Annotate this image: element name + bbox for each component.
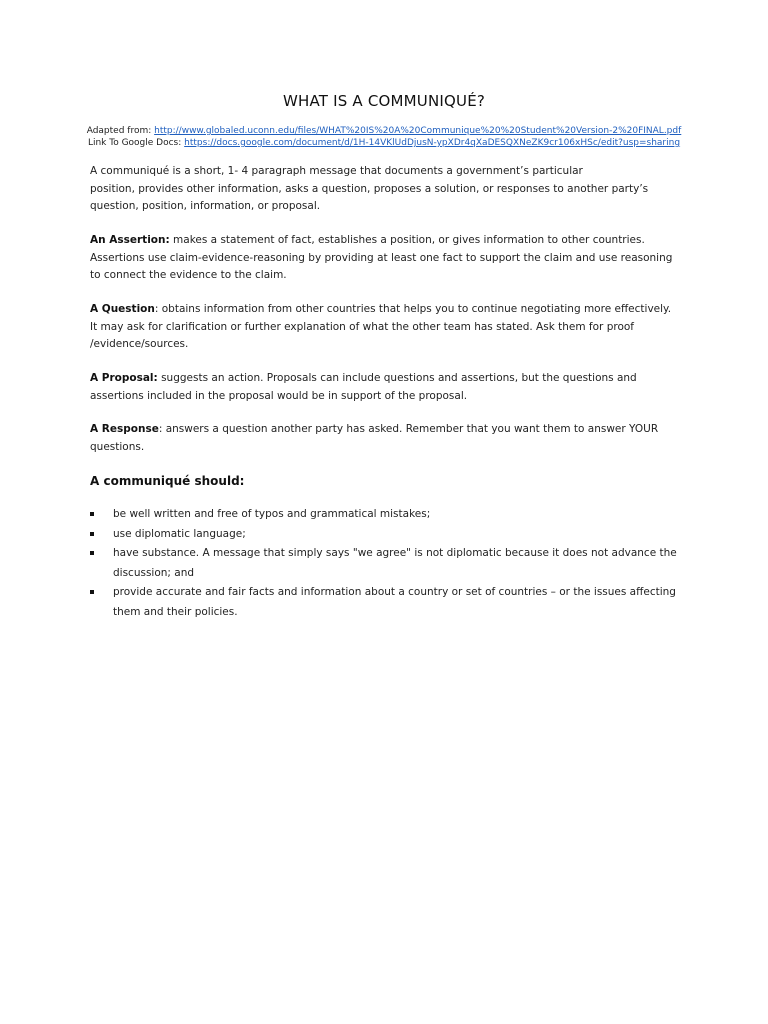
- list-item: [90, 583, 680, 622]
- list-item-text: use diplomatic language;: [113, 527, 246, 540]
- adapted-from-line: [60, 125, 708, 137]
- question-term: A Question: [90, 303, 155, 315]
- response-text: : answers a question another party has asked. Remember that you want them to answer YOUR questions.: [90, 423, 659, 453]
- list-item-text: provide accurate and fair facts and information about a country or set of countries – or the issues affecting them and their policies.: [113, 586, 676, 618]
- assertion-term: An Assertion:: [90, 234, 170, 246]
- google-docs-line: [60, 137, 708, 149]
- list-item-text: have substance. A message that simply says "we agree" is not diplomatic because it does not advance the discussion; and: [113, 547, 677, 579]
- list-item: [90, 525, 680, 545]
- google-docs-link[interactable]: https://docs.google.com/document/d/1H-14VKlUdDjusN-ypXDr4qXaDESQXNeZK9cr106xHSc/edit?usp=sharing: [184, 138, 681, 148]
- list-item-text: be well written and free of typos and grammatical mistakes;: [113, 508, 431, 520]
- google-docs-label: Link To Google Docs:: [87, 138, 182, 148]
- proposal-paragraph: [90, 370, 680, 405]
- question-paragraph: [90, 301, 680, 354]
- document-title: WHAT IS A COMMUNIQUÉ?: [282, 92, 486, 110]
- list-item: [90, 505, 680, 525]
- list-item: [90, 544, 680, 583]
- assertion-paragraph: [90, 232, 680, 285]
- adapted-from-link[interactable]: http://www.globaled.uconn.edu/files/WHAT%20IS%20A%20Communique%20%20Student%20Version-2%20FINAL.pdf: [154, 126, 682, 136]
- response-paragraph: [90, 421, 680, 456]
- square-bullet-icon: [90, 512, 94, 516]
- intro-line-2: position, provides other information, asks a question, proposes a solution, or responses to another party’s question, position, information, or proposal.: [90, 182, 649, 212]
- sources-block: [60, 125, 708, 149]
- proposal-term: A Proposal:: [90, 372, 158, 384]
- assertion-text: makes a statement of fact, establishes a position, or gives information to other countries. Assertions use claim-evidence-reasoning by providing at least one fact to support the claim and use reasoning to connect the evidence to the claim.: [90, 234, 673, 281]
- square-bullet-icon: [90, 532, 94, 536]
- adapted-from-label: Adapted from:: [86, 126, 152, 136]
- square-bullet-icon: [90, 551, 94, 555]
- question-text: : obtains information from other countries that helps you to continue negotiating more effectively. It may ask for clarification or further explanation of what the other team has stated. Ask them for proof /evidence/sources.: [90, 303, 672, 350]
- square-bullet-icon: [90, 590, 94, 594]
- intro-line-1: A communiqué is a short, 1- 4 paragraph message that documents a government’s particular: [90, 165, 583, 177]
- should-heading: A communiqué should:: [90, 474, 245, 488]
- should-list: [90, 505, 680, 622]
- intro-paragraph: [90, 163, 680, 216]
- response-term: A Response: [90, 423, 159, 435]
- proposal-text: suggests an action. Proposals can include questions and assertions, but the questions and assertions included in the proposal would be in support of the proposal.: [90, 372, 637, 402]
